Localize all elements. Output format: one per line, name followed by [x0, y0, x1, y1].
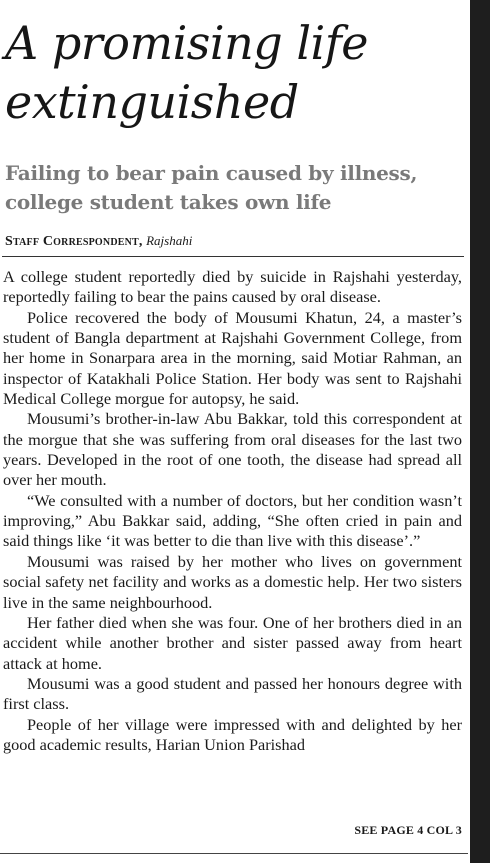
paragraph: “We consulted with a number of doctors, but her condition wasn’t improving,” Abu Bakkar said, adding, “She often cried in pain and said things like ‘it was better to die than live with this disease’.” [3, 490, 462, 551]
paragraph: A college student reportedly died by suicide in Rajshahi yesterday, reportedly failing to bear the pains caused by oral disease. [3, 267, 462, 307]
paragraph: Police recovered the body of Mousumi Khatun, 24, a master’s student of Bangla department at Rajshahi Government College, from her home in Sonarpara area in the morning, said Motiar Rahman, an inspector of Katakhali Police Station. Her body was sent to Rajshahi Medical College morgue for autopsy, he said. [3, 307, 462, 409]
article-body [3, 267, 462, 755]
page-edge-shadow [470, 0, 490, 863]
byline-divider [2, 256, 464, 257]
paragraph: Mousumi was a good student and passed her honours degree with first class. [3, 673, 462, 714]
byline-location: Rajshahi [146, 233, 193, 248]
subheadline: Failing to bear pain caused by illness, college student takes own life [5, 161, 418, 214]
paragraph: Mousumi’s brother-in-law Abu Bakkar, told this correspondent at the morgue that she was suffering from oral diseases for the last two years. Developed in the root of one tooth, the disease had spread all over her mouth. [3, 409, 462, 490]
paragraph: Mousumi was raised by her mother who lives on government social safety net facility and works as a domestic help. Her two sisters live in the same neighbourhood. [3, 551, 462, 612]
headline: A promising life extinguished [5, 16, 368, 129]
byline-author: Staff Correspondent, [5, 234, 143, 249]
byline [5, 232, 465, 251]
paragraph: People of her village were impressed with and delighted by her good academic results, Harian Union Parishad [3, 714, 462, 754]
paragraph: Her father died when she was four. One of her brothers died in an accident while another brother and sister passed away from heart attack at home. [3, 612, 462, 673]
continuation-reference: SEE PAGE 4 COL 3 [354, 823, 462, 837]
bottom-divider [0, 853, 468, 854]
